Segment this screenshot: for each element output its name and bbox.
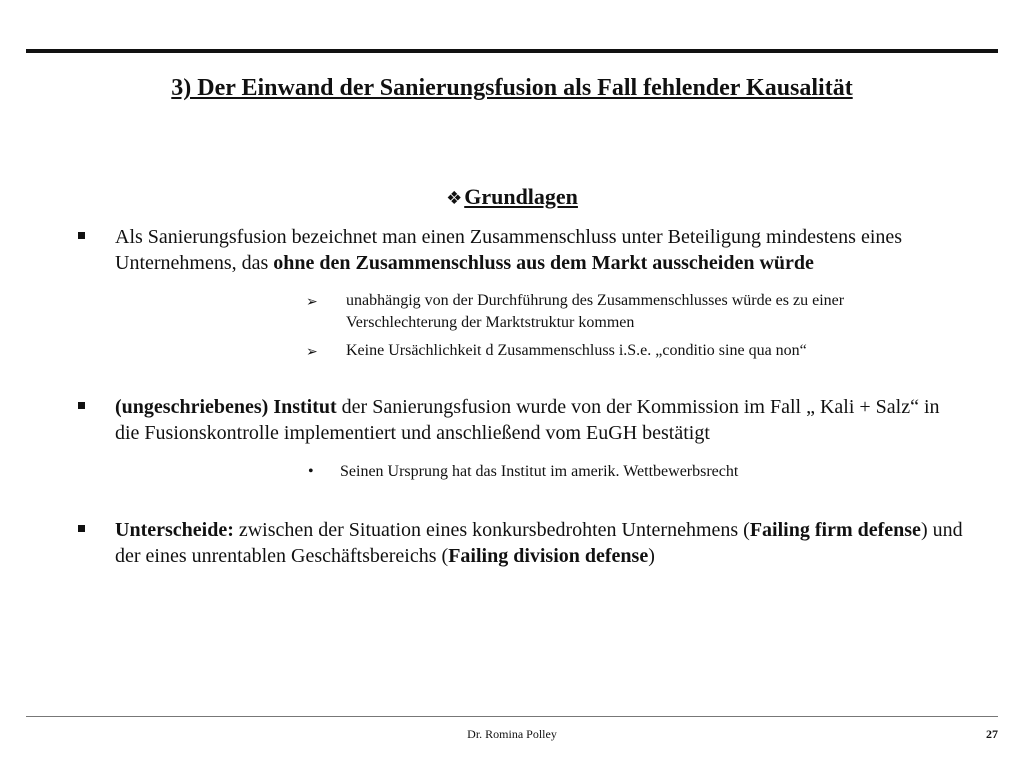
bullet-3-part-5-bold: Failing division defense: [448, 545, 649, 567]
section-heading: [0, 182, 1024, 214]
bullet-3-part-2: zwischen der Situation eines konkursbedrohten Unternehmens (: [233, 519, 750, 541]
slide-title: 3) Der Einwand der Sanierungsfusion als Fall fehlender Kausalität: [171, 75, 853, 101]
bullet-2-sub-1-text: Seinen Ursprung hat das Institut im amerik. Wettbewerbsrecht: [340, 463, 739, 480]
square-bullet-icon: [78, 402, 85, 409]
bullet-1-part-2-bold: ohne den Zusammenschluss aus dem Markt ausscheiden würde: [273, 252, 814, 274]
arrow-bullet-icon: ➢: [306, 344, 318, 360]
square-bullet-icon: [78, 525, 85, 532]
bullet-3-part-1-bold: Unterscheide:: [115, 519, 234, 541]
page-number: 27: [986, 727, 998, 741]
bullet-2-part-1-bold: (ungeschriebenes) Institut: [115, 396, 337, 418]
bullet-1-part-1: Als Sanierungsfusion bezeichnet man einen Zusammenschluss unter Beteiligung mindestens eines Unternehmens, das: [115, 226, 903, 274]
section-heading-label: Grundlagen: [464, 184, 578, 209]
bullet-2-part-2: der Sanierungsfusion wurde von der Kommission im Fall „ Kali + Salz“ in die Fusionskontrolle implementiert und anschließend vom EuGH bestätigt: [115, 396, 940, 444]
bullet-3-part-4: ) und der eines unrentablen Geschäftsbereichs (: [115, 519, 963, 567]
bullet-3-part-6: ): [648, 545, 655, 567]
bullet-1-sub-2-text: Keine Ursächlichkeit d Zusammenschluss i.S.e. „conditio sine qua non“: [346, 342, 807, 359]
bullet-1-text: [115, 224, 965, 276]
top-divider: [26, 49, 998, 53]
arrow-bullet-icon: ➢: [306, 294, 318, 310]
bullet-1-sub-1-text: unabhängig von der Durchführung des Zusammenschlusses würde es zu einer Verschlechterung der Marktstruktur kommen: [346, 292, 845, 331]
square-bullet-icon: [78, 232, 85, 239]
bullet-3-text: [115, 517, 965, 569]
bottom-divider: [26, 716, 998, 717]
four-diamond-bullet-icon: ❖: [446, 188, 463, 209]
dot-bullet-icon: •: [308, 463, 314, 480]
bullet-3-part-3-bold: Failing firm defense: [749, 519, 921, 541]
footer-author: Dr. Romina Polley: [467, 727, 557, 741]
bullet-2-text: [115, 394, 965, 446]
